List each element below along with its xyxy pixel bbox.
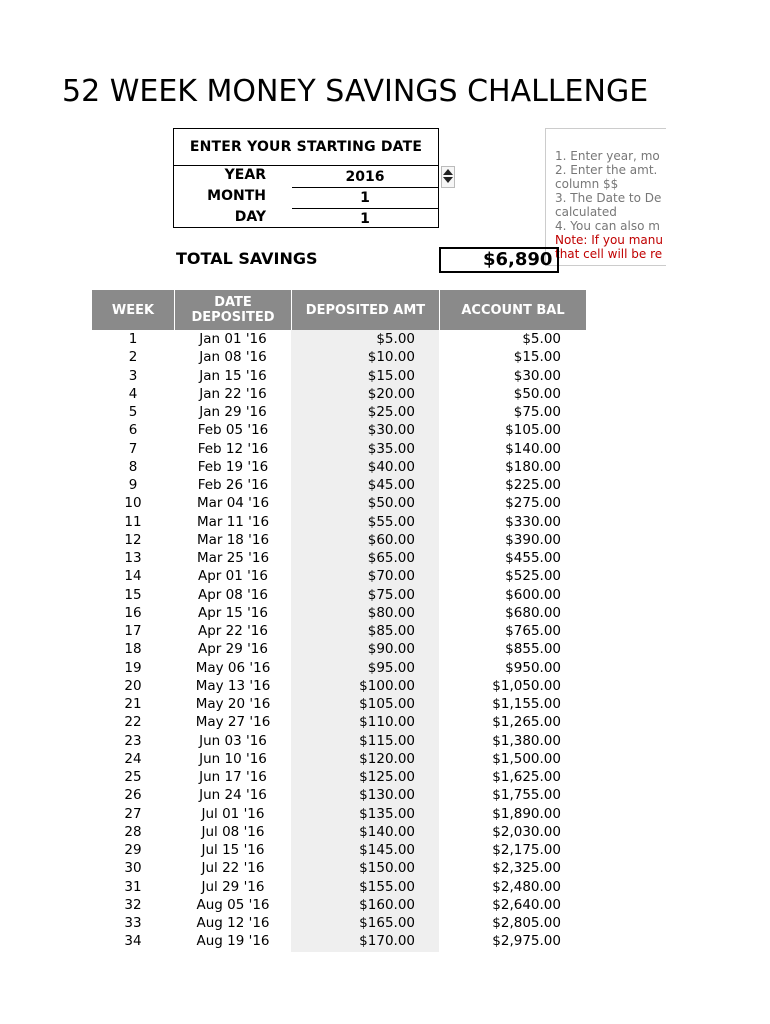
week-cell: 30 (124, 860, 142, 877)
deposited-amt-cell[interactable]: $150.00 (359, 860, 415, 877)
table-row (92, 348, 586, 366)
table-row (92, 622, 586, 640)
day-label: DAY (234, 209, 266, 225)
date-cell: Jun 03 '16 (199, 732, 267, 749)
account-bal-cell: $855.00 (505, 641, 561, 658)
table-row (92, 805, 586, 823)
week-cell: 7 (128, 440, 138, 457)
account-bal-cell: $1,380.00 (492, 732, 561, 749)
date-cell: Jan 01 '16 (199, 331, 267, 347)
note-line: 4. You can also m (555, 219, 660, 233)
table-row (92, 440, 586, 458)
table-row (92, 713, 586, 731)
week-cell: 8 (128, 458, 138, 475)
date-cell: Apr 08 '16 (197, 586, 268, 603)
month-label: MONTH (207, 188, 266, 204)
table-row (92, 878, 586, 896)
table-row (92, 859, 586, 877)
account-bal-cell: $2,975.00 (492, 933, 561, 950)
deposited-amt-cell[interactable]: $160.00 (359, 896, 415, 913)
table-row (92, 768, 586, 786)
week-cell: 29 (124, 842, 142, 858)
date-cell: Apr 01 '16 (197, 568, 268, 585)
week-cell: 11 (124, 513, 142, 530)
table-row (92, 330, 586, 348)
account-bal-cell: $2,030.00 (492, 823, 561, 840)
week-cell: 19 (124, 659, 142, 676)
deposited-amt-cell[interactable]: $25.00 (367, 404, 415, 420)
table-row (92, 750, 586, 768)
deposited-amt-cell[interactable]: $70.00 (367, 568, 415, 585)
spin-down-icon[interactable] (443, 177, 453, 183)
deposited-amt-cell[interactable]: $115.00 (359, 732, 415, 749)
deposited-amt-cell[interactable]: $165.00 (359, 915, 415, 931)
deposited-amt-cell[interactable]: $55.00 (367, 513, 415, 530)
deposited-amt-cell[interactable]: $60.00 (367, 531, 415, 548)
table-row (92, 586, 586, 604)
table-row (92, 513, 586, 531)
week-cell: 20 (124, 677, 142, 694)
header-account-bal: ACCOUNT BAL (439, 290, 586, 330)
date-cell: Jan 29 '16 (199, 404, 267, 420)
starting-date-heading: ENTER YOUR STARTING DATE (174, 129, 438, 166)
week-cell: 28 (124, 823, 142, 840)
week-cell: 22 (124, 714, 142, 731)
account-bal-cell: $75.00 (513, 404, 561, 420)
date-cell: Jan 08 '16 (199, 349, 267, 366)
note-line: calculated (555, 205, 617, 219)
date-cell: Jun 24 '16 (199, 787, 267, 804)
week-cell: 5 (128, 404, 138, 420)
table-row (92, 914, 586, 932)
date-cell: Jun 17 '16 (199, 769, 267, 785)
account-bal-cell: $1,265.00 (492, 714, 561, 731)
deposited-amt-cell[interactable]: $110.00 (359, 714, 415, 731)
week-cell: 27 (124, 805, 142, 822)
deposited-amt-cell[interactable]: $10.00 (367, 349, 415, 366)
table-row (92, 786, 586, 804)
week-cell: 4 (128, 385, 138, 402)
year-label: YEAR (224, 167, 266, 183)
date-cell: May 20 '16 (195, 696, 271, 712)
year-spinner[interactable] (441, 166, 455, 188)
date-cell: Apr 15 '16 (197, 604, 268, 621)
date-cell: Jan 15 '16 (199, 367, 267, 384)
deposited-amt-cell[interactable]: $130.00 (359, 787, 415, 804)
deposited-amt-cell[interactable]: $85.00 (367, 623, 415, 639)
note-line: 1. Enter year, mo (555, 149, 660, 163)
note-line: column $$ (555, 177, 619, 191)
week-cell: 3 (128, 367, 138, 384)
savings-table-body (92, 330, 586, 951)
date-cell: Jul 29 '16 (201, 878, 265, 895)
table-row (92, 476, 586, 494)
week-cell: 15 (124, 586, 142, 603)
account-bal-cell: $390.00 (505, 531, 561, 548)
deposited-amt-cell[interactable]: $45.00 (367, 477, 415, 493)
account-bal-cell: $1,625.00 (492, 769, 561, 785)
account-bal-cell: $1,755.00 (492, 787, 561, 804)
deposited-amt-cell[interactable]: $155.00 (359, 878, 415, 895)
month-input[interactable]: 1 (292, 188, 438, 209)
week-cell: 13 (124, 550, 142, 566)
date-cell: Apr 22 '16 (197, 623, 268, 639)
deposited-amt-cell[interactable]: $125.00 (359, 769, 415, 785)
date-cell: Mar 18 '16 (196, 531, 270, 548)
week-cell: 12 (124, 531, 142, 548)
week-cell: 6 (128, 422, 138, 439)
table-row (92, 549, 586, 567)
table-row (92, 385, 586, 403)
table-row (92, 531, 586, 549)
account-bal-cell: $2,480.00 (492, 878, 561, 895)
account-bal-cell: $1,890.00 (492, 805, 561, 822)
date-cell: Feb 26 '16 (197, 477, 269, 493)
date-cell: Jul 15 '16 (201, 842, 265, 858)
account-bal-cell: $140.00 (505, 440, 561, 457)
deposited-amt-cell[interactable]: $15.00 (367, 367, 415, 384)
date-cell: Jul 08 '16 (201, 823, 265, 840)
table-header (92, 290, 586, 330)
week-cell: 32 (124, 896, 142, 913)
date-cell: Jul 22 '16 (201, 860, 265, 877)
day-input[interactable]: 1 (360, 211, 370, 227)
instructions-note (545, 128, 666, 266)
deposited-amt-cell[interactable]: $30.00 (367, 422, 415, 439)
total-savings-label: TOTAL SAVINGS (176, 249, 318, 268)
account-bal-cell: $1,500.00 (492, 750, 561, 767)
table-row (92, 604, 586, 622)
date-cell: Jun 10 '16 (199, 750, 267, 767)
week-cell: 24 (124, 750, 142, 767)
week-cell: 2 (128, 349, 138, 366)
deposited-amt-cell[interactable]: $170.00 (359, 933, 415, 950)
table-row (92, 567, 586, 585)
table-row (92, 640, 586, 658)
date-cell: Aug 12 '16 (196, 915, 270, 931)
account-bal-cell: $525.00 (505, 568, 561, 585)
table-row (92, 695, 586, 713)
week-cell: 14 (124, 568, 142, 585)
week-cell: 26 (124, 787, 142, 804)
deposited-amt-cell[interactable]: $95.00 (367, 659, 415, 676)
account-bal-cell: $1,050.00 (492, 677, 561, 694)
week-cell: 1 (128, 331, 138, 347)
total-savings-value: $6,890 (439, 247, 559, 273)
account-bal-cell: $455.00 (505, 550, 561, 566)
header-week: WEEK (111, 302, 155, 318)
account-bal-cell: $50.00 (513, 385, 561, 402)
account-bal-cell: $680.00 (505, 604, 561, 621)
deposited-amt-cell[interactable]: $90.00 (367, 641, 415, 658)
deposited-amt-cell[interactable]: $135.00 (359, 805, 415, 822)
account-bal-cell: $600.00 (505, 586, 561, 603)
account-bal-cell: $765.00 (505, 623, 561, 639)
date-cell: Feb 05 '16 (197, 422, 269, 439)
table-row (92, 458, 586, 476)
account-bal-cell: $275.00 (505, 495, 561, 512)
table-row (92, 896, 586, 914)
note-warning: Note: If you manu (555, 233, 663, 247)
note-line: 3. The Date to De (555, 191, 662, 205)
week-cell: 18 (124, 641, 142, 658)
year-input[interactable]: 2016 (292, 167, 438, 188)
deposited-amt-cell[interactable]: $100.00 (359, 677, 415, 694)
header-date-deposited: DATE DEPOSITED (174, 290, 291, 330)
account-bal-cell: $1,155.00 (492, 696, 561, 712)
week-cell: 34 (124, 933, 142, 950)
deposited-amt-cell[interactable]: $50.00 (367, 495, 415, 512)
deposited-amt-cell[interactable]: $145.00 (359, 842, 415, 858)
account-bal-cell: $2,325.00 (492, 860, 561, 877)
table-row (92, 732, 586, 750)
spin-up-icon[interactable] (443, 169, 453, 175)
table-row (92, 677, 586, 695)
page-title: 52 WEEK MONEY SAVINGS CHALLENGE (62, 74, 649, 109)
week-cell: 17 (124, 623, 142, 639)
date-cell: Feb 19 '16 (197, 458, 269, 475)
deposited-amt-cell[interactable]: $65.00 (367, 550, 415, 566)
date-cell: Apr 29 '16 (197, 641, 268, 658)
date-cell: Aug 05 '16 (196, 896, 270, 913)
date-cell: Mar 04 '16 (196, 495, 270, 512)
date-cell: May 13 '16 (195, 677, 271, 694)
table-row (92, 823, 586, 841)
deposited-amt-cell[interactable]: $5.00 (376, 331, 415, 347)
account-bal-cell: $30.00 (513, 367, 561, 384)
table-row (92, 421, 586, 439)
table-row (92, 659, 586, 677)
table-row (92, 494, 586, 512)
deposited-amt-cell[interactable]: $40.00 (367, 458, 415, 475)
date-cell: Jul 01 '16 (201, 805, 265, 822)
date-cell: May 06 '16 (195, 659, 271, 676)
date-cell: Mar 25 '16 (196, 550, 270, 566)
account-bal-cell: $950.00 (505, 659, 561, 676)
deposited-amt-cell[interactable]: $75.00 (367, 586, 415, 603)
date-cell: Aug 19 '16 (196, 933, 270, 950)
note-line: 2. Enter the amt. (555, 163, 658, 177)
table-row (92, 367, 586, 385)
deposited-amt-cell[interactable]: $80.00 (367, 604, 415, 621)
week-cell: 33 (124, 915, 142, 931)
note-warning: that cell will be re (555, 247, 663, 261)
date-cell: Mar 11 '16 (196, 513, 270, 530)
week-cell: 21 (124, 696, 142, 712)
date-cell: May 27 '16 (195, 714, 271, 731)
deposited-amt-cell[interactable]: $140.00 (359, 823, 415, 840)
week-cell: 23 (124, 732, 142, 749)
week-cell: 9 (128, 477, 138, 493)
table-row (92, 932, 586, 950)
account-bal-cell: $105.00 (505, 422, 561, 439)
deposited-amt-cell[interactable]: $105.00 (359, 696, 415, 712)
account-bal-cell: $330.00 (505, 513, 561, 530)
week-cell: 25 (124, 769, 142, 785)
account-bal-cell: $2,640.00 (492, 896, 561, 913)
account-bal-cell: $2,175.00 (492, 842, 561, 858)
header-deposited-amt: DEPOSITED AMT (291, 290, 439, 330)
date-cell: Jan 22 '16 (199, 385, 267, 402)
deposited-amt-cell[interactable]: $120.00 (359, 750, 415, 767)
account-bal-cell: $5.00 (522, 331, 561, 347)
week-cell: 16 (124, 604, 142, 621)
deposited-amt-cell[interactable]: $20.00 (367, 385, 415, 402)
week-cell: 31 (124, 878, 142, 895)
account-bal-cell: $225.00 (505, 477, 561, 493)
deposited-amt-cell[interactable]: $35.00 (367, 440, 415, 457)
date-cell: Feb 12 '16 (197, 440, 269, 457)
table-row (92, 841, 586, 859)
account-bal-cell: $15.00 (513, 349, 561, 366)
week-cell: 10 (124, 495, 142, 512)
table-row (92, 403, 586, 421)
starting-date-box (173, 128, 439, 228)
account-bal-cell: $180.00 (505, 458, 561, 475)
account-bal-cell: $2,805.00 (492, 915, 561, 931)
